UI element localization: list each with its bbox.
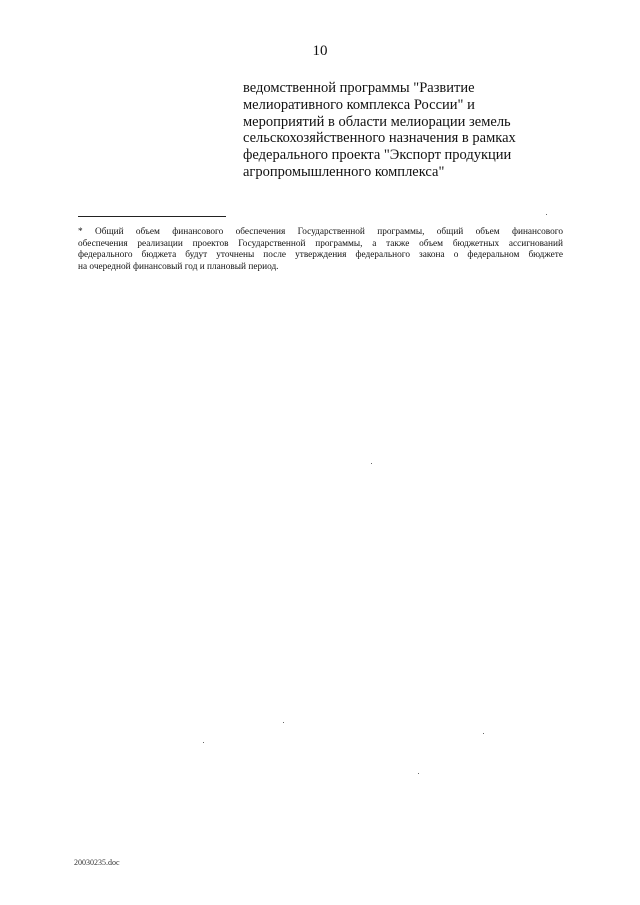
scan-speck [283,722,284,723]
footnote-line: федерального бюджета будут уточнены после утверждения федерального закона о федеральном бюджете [78,250,563,261]
program-text-line: федерального проекта "Экспорт продукции [243,147,512,164]
footnote-line: обеспечения реализации проектов Государственной программы, а также объем бюджетных ассигнований [78,238,563,249]
program-text-line: мелиоративного комплекса России" и [243,96,475,113]
program-name-continuation [243,80,563,181]
footnote-line: * Общий объем финансового обеспечения Государственной программы, общий объем финансового [78,227,563,237]
program-text-line: сельскохозяйственного назначения в рамках [243,130,516,147]
program-text-line: ведомственной программы "Развитие [243,80,475,96]
scan-speck [371,463,372,464]
scan-speck [483,733,484,734]
scan-speck [418,773,419,774]
footnote [78,227,563,273]
footnote-line: на очередной финансовый год и плановый период. [78,261,279,272]
program-text-line: мероприятий в области мелиорации земель [243,113,511,130]
footnote-separator [78,216,226,217]
file-name: 20030235.doc [74,858,120,867]
scan-speck [546,214,547,215]
program-text-line: агропромышленного комплекса" [243,163,445,180]
scan-speck [203,742,204,743]
page-number: 10 [312,43,328,59]
